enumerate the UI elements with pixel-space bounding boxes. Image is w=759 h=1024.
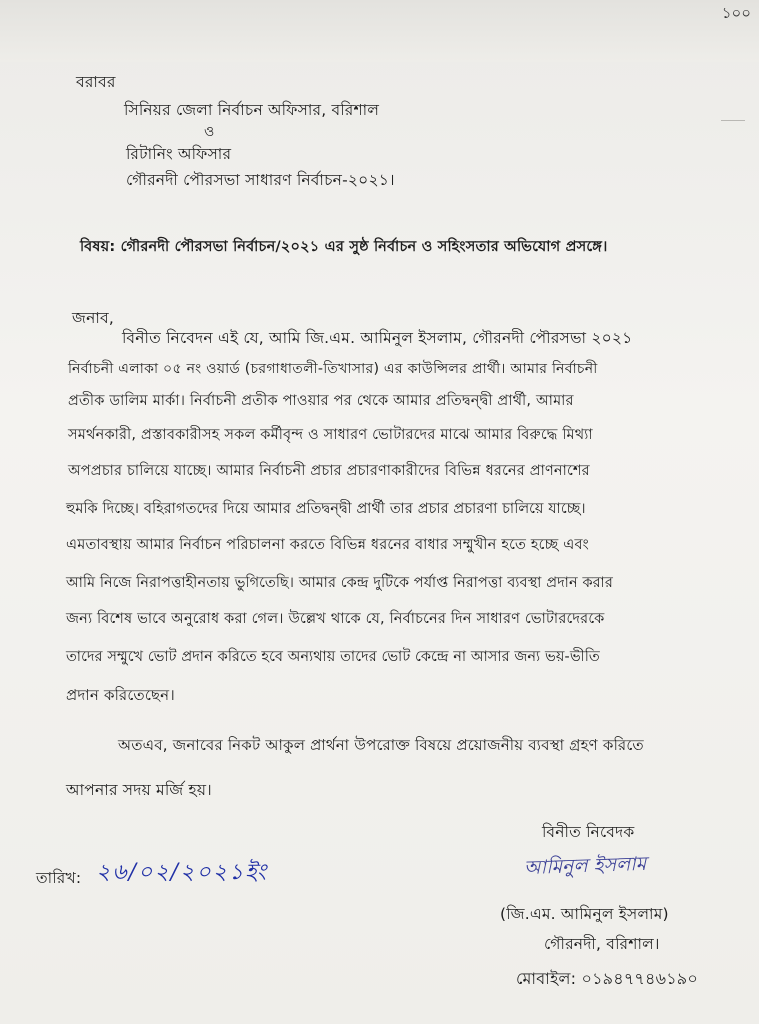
body-line: সমর্থনকারী, প্রস্তাবকারীসহ সকল কর্মীবৃন্দ ও সাধারণ ভোটারদের মাঝে আমার বিরুদ্ধে মিথ্যা: [68, 427, 593, 443]
paper-mark: [721, 120, 745, 121]
body-line: অপপ্রচার চালিয়ে যাচ্ছে। আমার নির্বাচনী প্রচার প্রচারণাকারীদের বিভিন্ন ধরনের প্রাণনাশের: [68, 463, 590, 479]
sender-address: গৌরনদী, বরিশাল।: [544, 935, 660, 953]
address-to: বরাবর: [76, 73, 116, 91]
sender-name: (জি.এম. আমিনুল ইসলাম): [500, 905, 669, 923]
body-line: নির্বাচনী এলাকা ০৫ নং ওয়ার্ড (চরগাধাতলী-তিখাসার) এর কাউন্সিলর প্রার্থী। আমার নির্বাচনী: [68, 361, 598, 377]
body-line: প্রদান করিতেছেন।: [66, 686, 175, 704]
body-line: এমতাবস্থায় আমার নির্বাচন পরিচালনা করতে বিভিন্ন ধরনের বাধার সম্মুখীন হতে হচ্ছে এবং: [66, 537, 589, 553]
sender-mobile: মোবাইল: ০১৯৪৭৭৪৬১৯০: [516, 969, 698, 988]
body-line: তাদের সম্মুখে ভোট প্রদান করিতে হবে অন্যথায় তাদের ভোট কেন্দ্রে না আসার জন্য ভয়-ভীতি: [66, 649, 600, 665]
address-office: গৌরনদী পৌরসভা সাধারণ নির্বাচন-২০২১।: [126, 171, 395, 189]
body-line: বিনীত নিবেদন এই যে, আমি জি.এম. আমিনুল ইসলাম, গৌরনদী পৌরসভা ২০২১: [122, 329, 633, 347]
sign-off: বিনীত নিবেদক: [542, 823, 635, 841]
address-recipient-1: সিনিয়র জেলা নির্বাচন অফিসার, বরিশাল: [124, 101, 380, 119]
salutation: জনাব,: [72, 309, 114, 327]
body-line: হুমকি দিচ্ছে। বহিরাগতদের দিয়ে আমার প্রতিদ্বন্দ্বী প্রার্থী তার প্রচার প্রচারণা চালিয়ে যাচ্ছে।: [66, 501, 586, 517]
subject-line: বিষয়: গৌরনদী পৌরসভা নির্বাচন/২০২১ এর সুষ্ঠ নির্বাচন ও সহিংসতার অভিযোগ প্রসঙ্গে।: [80, 239, 608, 255]
body-line: প্রতীক ডালিম মার্কা। নির্বাচনী প্রতীক পাওয়ার পর থেকে আমার প্রতিদ্বন্দ্বী প্রার্থী, আমার: [68, 393, 574, 409]
closing-line: আপনার সদয় মর্জি হয়।: [66, 781, 212, 799]
address-and: ও: [204, 124, 215, 140]
date-label: তারিখ:: [36, 869, 82, 887]
address-recipient-2: রিটানিং অফিসার: [126, 145, 232, 163]
closing-line: অতএব, জনাবের নিকট আকুল প্রার্থনা উপরোক্ত বিষয়ে প্রয়োজনীয় ব্যবস্থা গ্রহণ করিতে: [118, 736, 644, 754]
corner-note: ১০০: [721, 4, 751, 22]
date-value: ২৬/০২/২০২১ইং: [96, 860, 269, 885]
paper-top-strip: [0, 0, 759, 62]
body-line: জন্য বিশেষ ভাবে অনুরোধ করা গেল। উল্লেখ থাকে যে, নির্বাচনের দিন সাধারণ ভোটারদেরকে: [66, 611, 605, 627]
signature: আমিনুল ইসলাম: [523, 852, 647, 880]
body-line: আমি নিজে নিরাপত্তাহীনতায় ভুগিতেছি। আমার কেন্দ্র দুটিকে পর্যাপ্ত নিরাপত্তা ব্যবস্থা প্রদান করার: [66, 575, 613, 591]
